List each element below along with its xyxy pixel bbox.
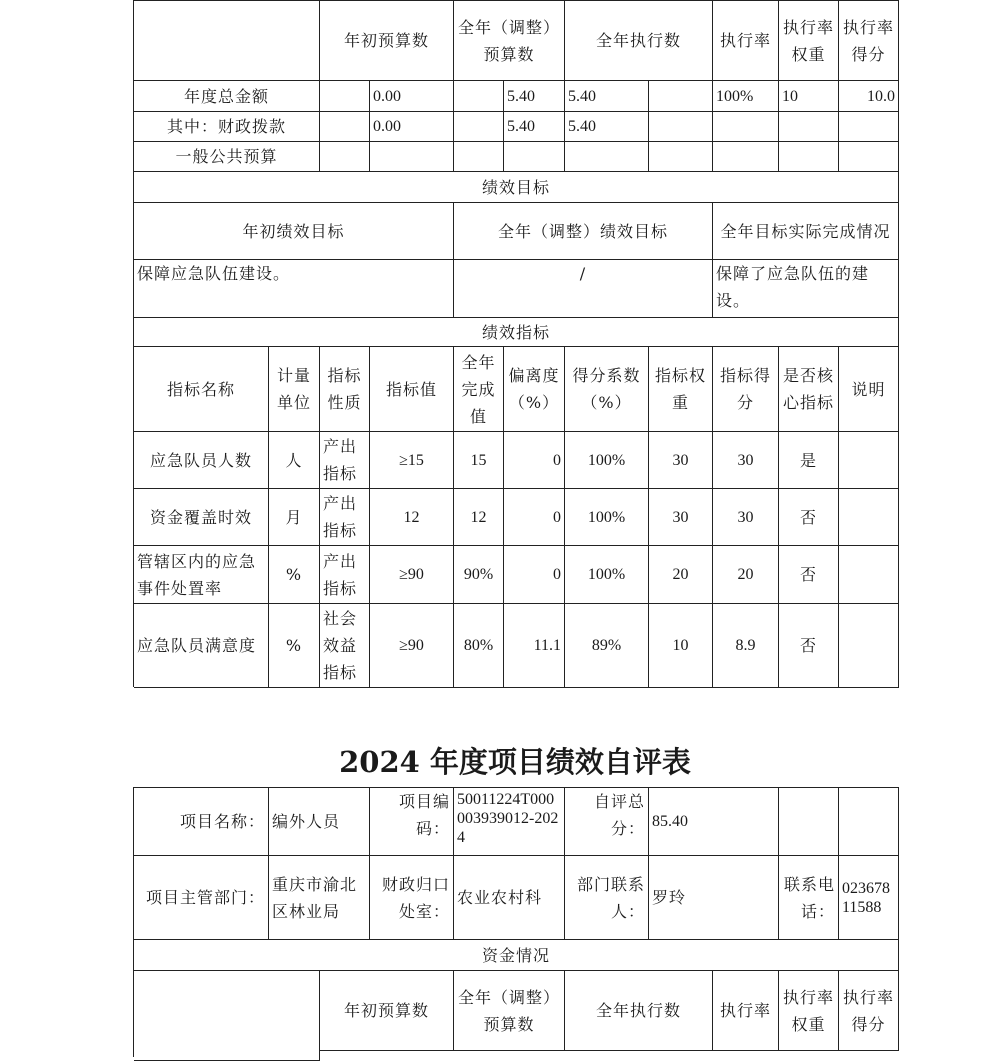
indicator-header-target: 指标值 bbox=[370, 347, 454, 432]
funds-row-initial: 0.00 bbox=[370, 81, 454, 112]
indicator-weight: 30 bbox=[649, 432, 713, 489]
page-title: 2024 年度项目绩效自评表 bbox=[339, 745, 691, 779]
indicator-note bbox=[839, 546, 899, 604]
funds-row-blank-c bbox=[649, 81, 713, 112]
indicator-weight: 10 bbox=[649, 604, 713, 688]
funds-table bbox=[133, 0, 899, 687]
indicator-target: ≥90 bbox=[370, 604, 454, 688]
funds-row-score bbox=[839, 112, 899, 142]
indicator-unit: % bbox=[269, 604, 320, 688]
project-contact-label: 部门联系人： bbox=[565, 856, 649, 940]
funds-row-blank-b bbox=[454, 142, 504, 172]
funds-row-blank-c bbox=[649, 112, 713, 142]
indicator-core: 否 bbox=[779, 546, 839, 604]
funds-row-initial bbox=[370, 142, 454, 172]
indicator-deviation: 11.1 bbox=[504, 604, 565, 688]
funds-row-rate bbox=[713, 112, 779, 142]
indicator-header-type: 指标性质 bbox=[320, 347, 370, 432]
indicator-header-actual: 全年完成值 bbox=[454, 347, 504, 432]
indicator-weight: 30 bbox=[649, 489, 713, 546]
funds-row-label: 其中：财政拨款 bbox=[134, 112, 320, 142]
funds-row-weight bbox=[779, 112, 839, 142]
indicator-score: 20 bbox=[713, 546, 779, 604]
funds-row-adjusted bbox=[504, 142, 565, 172]
funds-header-rate: 执行率 bbox=[713, 1, 779, 81]
indicator-score: 8.9 bbox=[713, 604, 779, 688]
funds-row-score bbox=[839, 142, 899, 172]
project-contact-value: 罗玲 bbox=[649, 856, 779, 940]
funds-header-executed: 全年执行数 bbox=[565, 1, 713, 81]
goals-header-initial: 年初绩效目标 bbox=[134, 203, 454, 260]
funds-header-weight: 执行率权重 bbox=[779, 1, 839, 81]
goals-section-title: 绩效目标 bbox=[134, 172, 899, 203]
indicator-name: 应急队员满意度 bbox=[134, 604, 269, 688]
indicator-core: 否 bbox=[779, 489, 839, 546]
indicator-type: 社会效益指标 bbox=[320, 604, 370, 688]
indicator-header-coefficient: 得分系数（%） bbox=[565, 347, 649, 432]
indicator-score: 30 bbox=[713, 489, 779, 546]
funds-row-blank-b bbox=[454, 81, 504, 112]
indicator-actual: 80% bbox=[454, 604, 504, 688]
indicator-note bbox=[839, 432, 899, 489]
indicator-coefficient: 100% bbox=[565, 489, 649, 546]
indicator-actual: 90% bbox=[454, 546, 504, 604]
funds-header-initial: 年初预算数 bbox=[320, 1, 454, 81]
indicator-unit: 人 bbox=[269, 432, 320, 489]
funds-row-adjusted: 5.40 bbox=[504, 112, 565, 142]
indicator-deviation: 0 bbox=[504, 432, 565, 489]
project-table bbox=[133, 787, 899, 1057]
funds-header-score: 执行率得分 bbox=[839, 1, 899, 81]
funds-row-weight: 10 bbox=[779, 81, 839, 112]
indicator-coefficient: 100% bbox=[565, 546, 649, 604]
indicator-type: 产出指标 bbox=[320, 432, 370, 489]
funds2-header-initial: 年初预算数 bbox=[320, 971, 454, 1051]
indicator-header-deviation: 偏离度（%） bbox=[504, 347, 565, 432]
project-name-label: 项目名称： bbox=[134, 788, 269, 856]
project-office-label: 财政归口处室： bbox=[370, 856, 454, 940]
funds2-header-blank bbox=[134, 971, 320, 1061]
funds2-header-executed: 全年执行数 bbox=[565, 971, 713, 1051]
indicator-unit: 月 bbox=[269, 489, 320, 546]
indicator-target: 12 bbox=[370, 489, 454, 546]
indicator-coefficient: 89% bbox=[565, 604, 649, 688]
indicator-name: 管辖区内的应急事件处置率 bbox=[134, 546, 269, 604]
goals-header-adjusted: 全年（调整）绩效目标 bbox=[454, 203, 713, 260]
indicator-core: 否 bbox=[779, 604, 839, 688]
indicator-note bbox=[839, 604, 899, 688]
funds-row-rate: 100% bbox=[713, 81, 779, 112]
funds-row-blank-b bbox=[454, 112, 504, 142]
indicator-note bbox=[839, 489, 899, 546]
funds-row-rate bbox=[713, 142, 779, 172]
indicator-core: 是 bbox=[779, 432, 839, 489]
funds-row-executed: 5.40 bbox=[565, 81, 649, 112]
indicator-score: 30 bbox=[713, 432, 779, 489]
indicator-header-name: 指标名称 bbox=[134, 347, 269, 432]
project-blank-a bbox=[779, 788, 839, 856]
indicator-actual: 15 bbox=[454, 432, 504, 489]
funds-row-blank-a bbox=[320, 112, 370, 142]
funds-row-blank-c bbox=[649, 142, 713, 172]
funds-row-blank-a bbox=[320, 81, 370, 112]
goals-initial-text: 保障应急队伍建设。 bbox=[134, 260, 454, 318]
indicator-weight: 20 bbox=[649, 546, 713, 604]
funds2-header-adjusted: 全年（调整）预算数 bbox=[454, 971, 565, 1051]
funds-row-blank-a bbox=[320, 142, 370, 172]
funds2-header-weight: 执行率权重 bbox=[779, 971, 839, 1051]
goals-header-actual: 全年目标实际完成情况 bbox=[713, 203, 899, 260]
project-name-value: 编外人员 bbox=[269, 788, 370, 856]
funds-row-executed: 5.40 bbox=[565, 112, 649, 142]
goals-actual-text: 保障了应急队伍的建设。 bbox=[713, 260, 899, 318]
indicator-unit: % bbox=[269, 546, 320, 604]
project-dept-label: 项目主管部门： bbox=[134, 856, 269, 940]
indicator-header-unit: 计量单位 bbox=[269, 347, 320, 432]
project-phone-value: 02367811588 bbox=[839, 856, 899, 940]
indicator-actual: 12 bbox=[454, 489, 504, 546]
indicator-header-weight: 指标权重 bbox=[649, 347, 713, 432]
indicators-section-title: 绩效指标 bbox=[134, 318, 899, 347]
project-office-value: 农业农村科 bbox=[454, 856, 565, 940]
funds-row-adjusted: 5.40 bbox=[504, 81, 565, 112]
funds-header-blank bbox=[134, 1, 320, 81]
funds-row-score: 10.0 bbox=[839, 81, 899, 112]
funds2-header-score: 执行率得分 bbox=[839, 971, 899, 1051]
indicator-header-core: 是否核心指标 bbox=[779, 347, 839, 432]
funds-row-label: 年度总金额 bbox=[134, 81, 320, 112]
indicator-target: ≥90 bbox=[370, 546, 454, 604]
funds-header-adjusted: 全年（调整）预算数 bbox=[454, 1, 565, 81]
project-phone-label: 联系电话： bbox=[779, 856, 839, 940]
indicator-target: ≥15 bbox=[370, 432, 454, 489]
funds-row-executed bbox=[565, 142, 649, 172]
project-dept-value: 重庆市渝北区林业局 bbox=[269, 856, 370, 940]
indicator-deviation: 0 bbox=[504, 489, 565, 546]
indicator-type: 产出指标 bbox=[320, 489, 370, 546]
indicator-header-note: 说明 bbox=[839, 347, 899, 432]
indicator-name: 资金覆盖时效 bbox=[134, 489, 269, 546]
project-blank-b bbox=[839, 788, 899, 856]
indicator-coefficient: 100% bbox=[565, 432, 649, 489]
indicator-header-score: 指标得分 bbox=[713, 347, 779, 432]
indicator-deviation: 0 bbox=[504, 546, 565, 604]
funds2-section-title: 资金情况 bbox=[134, 940, 899, 971]
funds-row-initial: 0.00 bbox=[370, 112, 454, 142]
project-score-label: 自评总分： bbox=[565, 788, 649, 856]
indicator-name: 应急队员人数 bbox=[134, 432, 269, 489]
funds-row-label: 一般公共预算 bbox=[134, 142, 320, 172]
funds2-header-rate: 执行率 bbox=[713, 971, 779, 1051]
project-code-value: 50011224T000003939012-2024 bbox=[454, 788, 565, 856]
indicator-type: 产出指标 bbox=[320, 546, 370, 604]
project-score-value: 85.40 bbox=[649, 788, 779, 856]
project-code-label: 项目编码： bbox=[370, 788, 454, 856]
funds-row-weight bbox=[779, 142, 839, 172]
goals-adjusted-text: / bbox=[454, 260, 713, 318]
